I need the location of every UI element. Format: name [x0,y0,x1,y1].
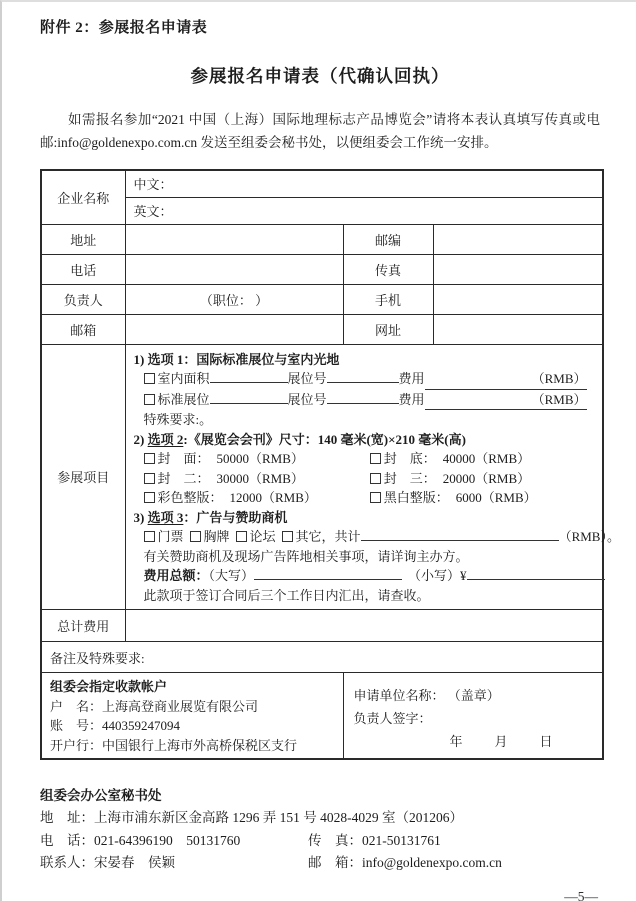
table-row-total-fee [41,610,603,642]
cover-3-label: 封 三： [383,470,436,486]
footer-contact [40,852,308,875]
email-field[interactable] [125,314,343,344]
address-label: 地址 [41,224,125,254]
payment-account-number: 账 号：440359247094 [50,718,181,733]
color-page-label: 彩色整版： [157,490,223,505]
footer-address-value: 上海市浦东新区金高路 1296 弄 151 号 4028-4029 室（201206） [94,810,463,825]
standard-booth-line [134,390,597,411]
cover-front-label: 封 面： [157,451,210,466]
intro-paragraph: 如需报名参加“2021 中国（上海）国际地理标志产品博览会”请将本表认真填写传真或电邮:info@goldenexpo.com.cn 发送至组委会秘书处，以便组委会工作统一安排。 [40,112,600,150]
exhibit-items-label: 参展项目 [41,344,125,610]
ticket-checkbox[interactable] [144,531,155,542]
email-label: 邮箱 [41,314,125,344]
applicant-sign-label: 负责人签字： [353,710,432,726]
cover-3-checkbox[interactable] [370,473,381,484]
payment-account-heading: 组委会指定收款帐户 [50,679,168,694]
booth-no-blank-1[interactable] [327,370,399,383]
fee-label-2: 费用 [398,391,425,407]
footer-secretariat [40,784,600,875]
booth-no-label-1: 展位号 [287,371,327,386]
color-page-checkbox[interactable] [144,492,155,503]
indoor-area-line [134,369,597,390]
price-item-cover-back [370,449,596,469]
payment-account-name: 户 名：上海高登商业展览有限公司 [50,698,259,714]
cover-2-label: 封 二： [157,470,210,486]
cover-back-label: 封 底： [383,451,436,466]
footer-contact-label: 联系人： [40,855,94,870]
total-daxie-blank[interactable] [254,567,402,580]
special-requirements-line: 特殊要求:。 [143,412,213,427]
manager-position-field[interactable]: （职位： ） [125,284,343,314]
footer-phone-value: 021-64396190 50131760 [94,832,241,848]
option2-name: 选项 2 [147,431,184,447]
option3-num: 3) [133,509,148,525]
footer-fax-label: 传 真： [308,832,362,848]
footer-fax [308,830,441,853]
payment-account-cell [41,673,343,760]
indoor-area-blank[interactable] [210,370,288,383]
footer-phone-fax-line [40,830,600,853]
footer-address-label: 地 址： [40,810,94,825]
page-number: —5— [564,888,598,901]
table-row-company-en [41,197,603,224]
remarks-field[interactable]: 备注及特殊要求: [41,642,603,673]
total-daxie-label: （大写） [208,568,255,583]
option1-heading: 1) 选项 1：国际标准展位与室内光地 [133,351,340,367]
option3-name: 选项 3 [147,509,184,525]
bw-page-price: 6000（RMB） [455,490,537,505]
table-row-email [41,314,603,344]
option2-num: 2) [133,431,148,447]
website-field[interactable] [433,314,603,344]
applicant-org-label: 申请单位名称： （盖章） [353,687,500,703]
cover-2-price: 30000（RMB） [216,470,304,486]
badge-label: 胸牌 [203,529,230,544]
ticket-label: 门票 [157,529,184,544]
mobile-label: 手机 [343,284,433,314]
phone-field[interactable] [125,254,343,284]
option2-rest: :《展览会会刊》尺寸：140 毫米(宽)×210 毫米(高) [183,431,466,447]
bw-page-checkbox[interactable] [370,492,381,503]
page-title: 参展报名申请表（代确认回执） [190,66,450,86]
fax-field[interactable] [433,254,603,284]
bw-page-label: 黑白整版： [383,490,449,505]
total-amount-line [134,566,597,586]
fax-label: 传真 [343,254,433,284]
indoor-area-checkbox[interactable] [144,373,155,384]
address-field[interactable] [125,224,343,254]
option3-heading [134,508,597,528]
total-xiaoxie-blank[interactable] [467,567,605,580]
footer-contact-email-line [40,852,600,875]
total-amount-label: 费用总额： [143,568,209,583]
footer-email [308,852,502,875]
table-row-phone [41,254,603,284]
sponsor-checks-line [134,527,620,547]
website-label: 网址 [343,314,433,344]
price-item-cover-front [144,449,370,469]
standard-booth-blank[interactable] [210,391,288,404]
booth-no-label-2: 展位号 [287,391,327,407]
table-row-address [41,224,603,254]
sponsor-total-blank[interactable] [361,528,559,541]
color-page-price: 12000（RMB） [229,490,317,505]
mobile-field[interactable] [433,284,603,314]
sponsor-note-line: 有关赞助商机及现场广告阵地相关事项，请详询主办方。 [143,548,469,564]
total-fee-label: 总计费用 [41,610,125,642]
company-name-label: 企业名称 [41,170,125,224]
standard-booth-checkbox[interactable] [144,394,155,405]
footer-fax-value: 021-50131761 [362,832,441,848]
other-total-label: 其它，共计 [295,529,361,544]
attachment-heading: 附件 2：参展报名申请表 [40,20,208,36]
forum-label: 论坛 [249,529,276,544]
table-row-remarks [41,642,603,673]
indoor-area-label: 室内面积 [157,371,210,386]
remit-note-line: 此款项于签订合同后三个工作日内汇出，请查收。 [143,587,430,603]
price-row-3 [134,488,597,508]
application-form-table [40,169,620,760]
price-row-1 [134,449,597,469]
price-item-bw-page [370,488,596,508]
sponsor-rmb-suffix: （RMB）。 [558,529,620,544]
price-item-color-page [144,488,370,508]
table-row-manager [41,284,603,314]
badge-checkbox[interactable] [190,531,201,542]
footer-address-line [40,807,600,830]
postcode-field[interactable] [433,224,603,254]
manager-label: 负责人 [41,284,125,314]
payment-bank: 开户行：中国银行上海市外高桥保税区支行 [50,737,298,753]
footer-email-value: info@goldenexpo.com.cn [362,855,502,870]
fee-blank-1[interactable]: （RMB） [425,369,587,390]
cover-front-price: 50000（RMB） [216,451,304,466]
option3-rest: ：广告与赞助商机 [183,509,288,525]
table-row-exhibit-items [41,344,603,610]
table-row-company-cn [41,170,603,197]
company-name-cn-field[interactable]: 中文： [125,170,603,197]
standard-booth-label: 标准展位 [157,391,210,407]
price-row-2 [134,469,597,489]
cover-back-checkbox[interactable] [370,453,381,464]
booth-no-blank-2[interactable] [327,391,399,404]
option2-heading [134,430,597,450]
postcode-label: 邮编 [343,224,433,254]
applicant-date-label: 年 月 日 [449,733,555,749]
price-item-cover-2 [144,469,370,489]
other-checkbox[interactable] [282,531,293,542]
footer-heading: 组委会办公室秘书处 [40,788,162,803]
page-content [2,2,636,901]
total-xiaoxie-label: （小写）¥ [408,568,467,583]
exhibit-items-cell [125,344,620,610]
footer-phone [40,830,308,853]
fee-blank-2[interactable]: （RMB） [425,390,587,411]
cover-back-price: 40000（RMB） [442,451,531,466]
total-fee-field[interactable] [125,610,603,642]
forum-checkbox[interactable] [236,531,247,542]
footer-contact-value: 宋晏春 侯颖 [94,855,175,870]
phone-label: 电话 [41,254,125,284]
footer-email-label: 邮 箱： [308,855,362,870]
table-row-payment [41,673,603,760]
cover-front-checkbox[interactable] [144,453,155,464]
price-item-cover-3 [370,469,596,489]
applicant-cell [343,673,603,760]
footer-phone-label: 电 话： [40,832,94,848]
cover-3-price: 20000（RMB） [442,470,531,486]
fee-label-1: 费用 [398,371,425,386]
cover-2-checkbox[interactable] [144,473,155,484]
company-name-en-field[interactable]: 英文： [125,197,603,224]
